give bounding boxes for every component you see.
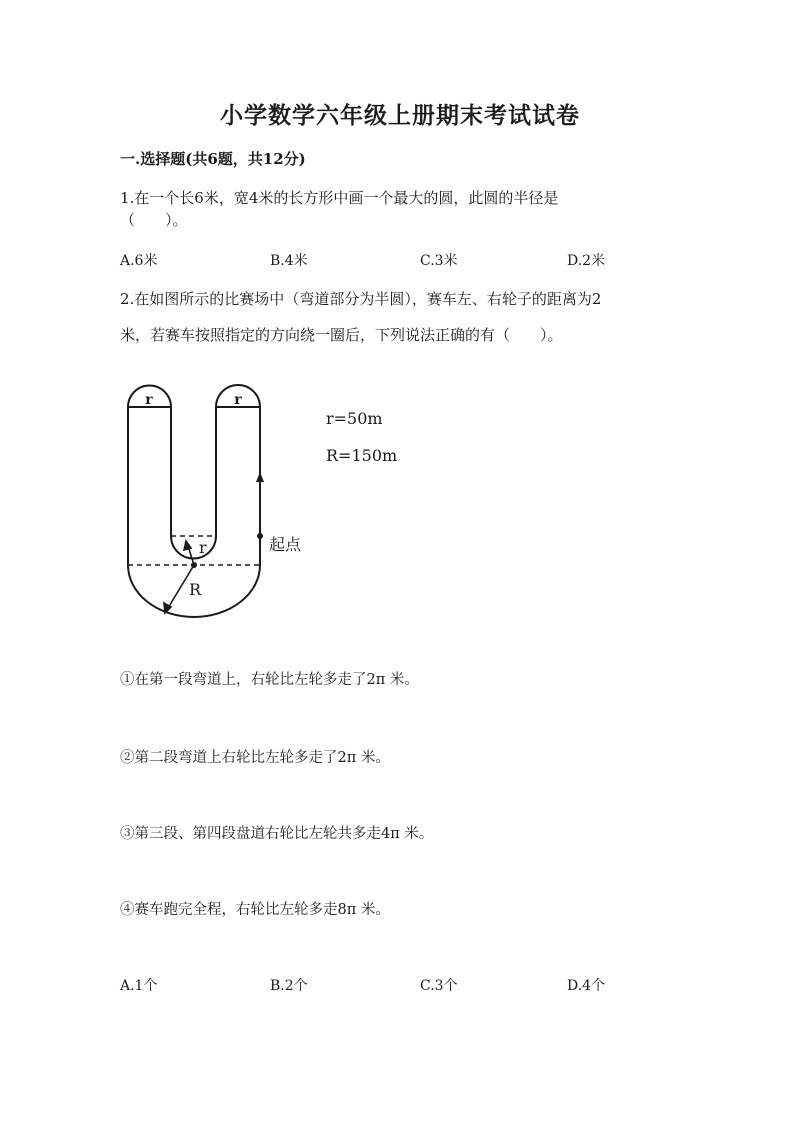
label-R: R bbox=[189, 580, 202, 599]
direction-arrowhead bbox=[256, 472, 264, 482]
question-2-option-a[interactable]: A.1个 bbox=[120, 978, 158, 994]
question-1-option-c[interactable]: C.3米 bbox=[420, 253, 458, 269]
question-1-option-a[interactable]: A.6米 bbox=[120, 253, 158, 269]
start-point bbox=[257, 533, 263, 539]
label-r-top-left: r bbox=[145, 392, 153, 408]
statement-4: ④赛车跑完全程，右轮比左轮多走8π 米。 bbox=[120, 902, 390, 918]
section-heading: 一.选择题(共6题，共12分) bbox=[120, 150, 306, 168]
label-r-inner: r bbox=[199, 538, 207, 557]
legend-R: R=150m bbox=[326, 446, 398, 465]
question-1-option-d[interactable]: D.2米 bbox=[567, 253, 606, 269]
question-1-line-2: （ ）。 bbox=[120, 211, 188, 229]
statement-3: ③第三段、第四段盘道右轮比左轮共多走4π 米。 bbox=[120, 826, 434, 842]
question-2-option-b[interactable]: B.2个 bbox=[270, 978, 308, 994]
legend-r: r=50m bbox=[326, 409, 383, 428]
label-r-top-right: r bbox=[234, 392, 242, 408]
statement-2: ②第二段弯道上右轮比左轮多走了2π 米。 bbox=[120, 750, 390, 766]
question-2-option-c[interactable]: C.3个 bbox=[420, 978, 458, 994]
inner-semicircle bbox=[171, 536, 216, 559]
question-2-line-2: 米，若赛车按照指定的方向绕一圈后，下列说法正确的有（ ）。 bbox=[120, 326, 563, 344]
question-1-option-b[interactable]: B.4米 bbox=[270, 253, 308, 269]
start-label: 起点 bbox=[269, 535, 302, 554]
page-title: 小学数学六年级上册期末考试试卷 bbox=[220, 102, 580, 129]
question-1-line-1: 1.在一个长6米，宽4米的长方形中画一个最大的圆，此圆的半径是 bbox=[120, 189, 559, 207]
inner-radius-arrowhead bbox=[184, 541, 191, 550]
question-2-option-d[interactable]: D.4个 bbox=[567, 978, 606, 994]
statement-1: ①在第一段弯道上，右轮比左轮多走了2π 米。 bbox=[120, 672, 419, 688]
question-2-line-1: 2.在如图所示的比赛场中（弯道部分为半圆），赛车左、右轮子的距离为2 bbox=[120, 290, 602, 308]
